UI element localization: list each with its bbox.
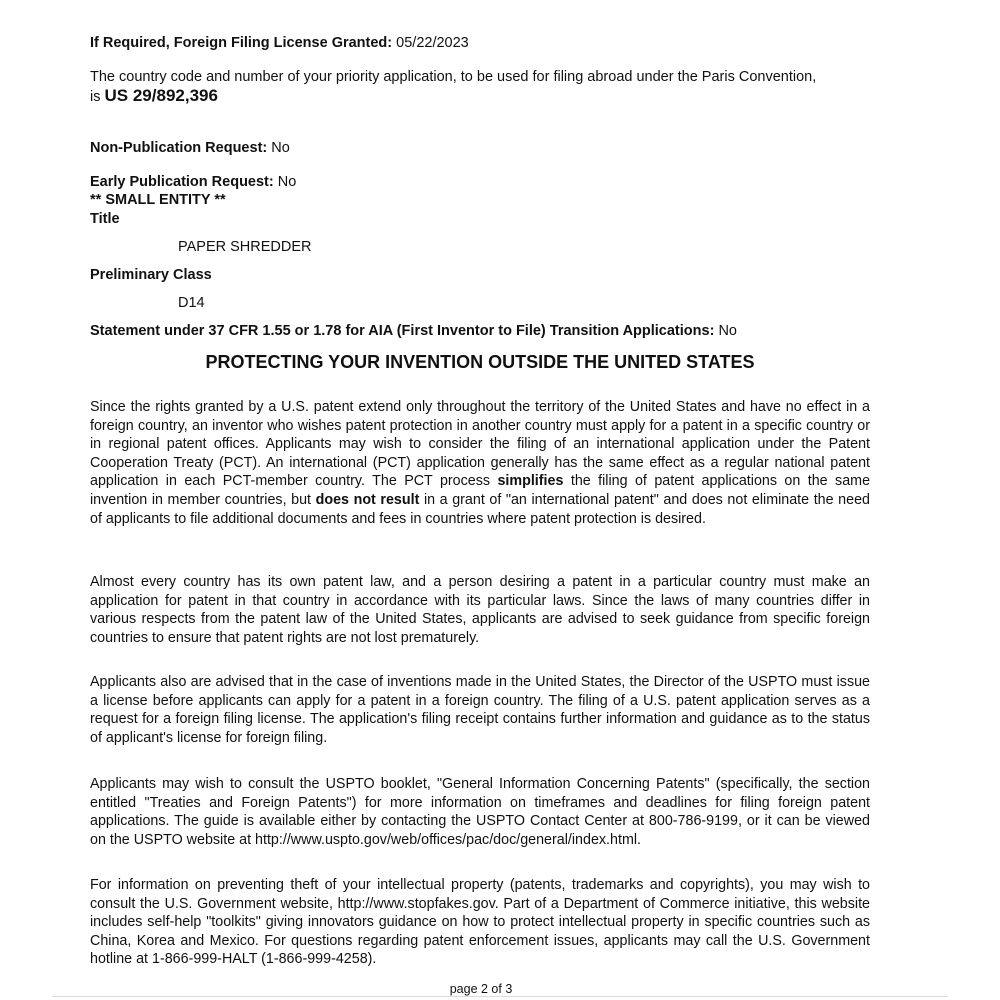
section-heading: PROTECTING YOUR INVENTION OUTSIDE THE UNITED STATES [205,352,755,372]
foreign-filing-license-label: If Required, Foreign Filing License Granted: [90,35,393,51]
paragraph-license: Applicants also are advised that in the case of inventions made in the United States, the Director of the USPTO must issue a license before applicants can apply for a patent in a foreign country. The filing of a U.S. patent application serves as a request for a foreign filing license. The application's filing receipt contains further information and guidance as to the status of applicant's license for foreign filing. [90,674,870,746]
priority-number: US 29/892,396 [104,86,218,105]
non-publication-label: Non-Publication Request: [90,140,268,156]
para1-text-e: in a grant of "an international patent" and does not eliminate the need of applicants to file additional documents and fees in countries where patent protection is desired. [90,491,870,527]
early-publication-label: Early Publication Request: [90,174,274,190]
paragraph-stopfakes: For information on preventing theft of your intellectual property (patents, trademarks and copyrights), you may wish to consult the U.S. Government website, http://www.stopfakes.gov. Part of a Department of Commerce initiative, this website includes self-help "toolkits" giving innovators guidance on how to protect intellectual property in specific countries such as China, Korea and Mexico. For questions regarding patent enforcement issues, applicants may call the U.S. Government hotline at 1-866-999-HALT (1-866-999-4258). [90,877,870,968]
aia-statement [90,322,737,340]
para1-bold-simplifies: simplifies [497,473,564,490]
footer-divider [52,996,948,997]
page-number: page 2 of 3 [449,982,513,996]
foreign-filing-license [90,34,469,52]
preliminary-class-label: Preliminary Class [90,267,212,283]
non-publication-value: No [271,140,290,156]
foreign-filing-license-date: 05/22/2023 [396,35,469,51]
para1-bold-does-not-result: does not result [315,491,420,508]
paragraph-country-law: Almost every country has its own patent law, and a person desiring a patent in a particular country must make an application for patent in that country in accordance with its particular laws. Since the laws of many countries differ in various respects from the patent law of the United States, applicants are advised to seek guidance from specific foreign countries to ensure that patent rights are not lost prematurely. [90,574,870,646]
paragraph-booklet: Applicants may wish to consult the USPTO booklet, "General Information Concerning Patents" (specifically, the section entitled "Treaties and Foreign Patents") for more information on timeframes and deadlines for filing foreign patent applications. The guide is available either by contacting the USPTO Contact Center at 800-786-9199, or it can be viewed on the USPTO website at http://www.uspto.gov/web/offices/pac/doc/general/index.html. [90,776,870,848]
non-publication-request [90,139,290,157]
para1-text-c: the filing of patent applications on the same invention in member countries, but [90,473,871,508]
title-label: Title [90,211,120,227]
priority-application-line: The country code and number of your priority application, to be used for filing abroad under the Paris Convention, [90,69,817,85]
title-value: PAPER SHREDDER [178,239,312,255]
aia-statement-value: No [718,323,737,339]
early-publication-request [90,173,296,191]
para1-text-a: Since the rights granted by a U.S. patent extend only throughout the territory of the United States and have no effect in a foreign country, an inventor who wishes patent protection in another country must apply for a patent in a specific country or in regional patent offices. Applicants may wish to consider the filing of an international application under the Patent Cooperation Treaty (PCT). An international (PCT) application generally has the same effect as a regular national patent application in each PCT-member country. The PCT process [90,399,870,490]
paragraph-pct [90,398,870,528]
small-entity: ** SMALL ENTITY ** [90,192,226,208]
priority-application-number-line [90,87,218,106]
preliminary-class-value: D14 [178,295,205,311]
early-publication-value: No [277,174,297,190]
aia-statement-label: Statement under 37 CFR 1.55 or 1.78 for AIA (First Inventor to File) Transition Applications: [90,323,715,339]
priority-prefix: is [90,89,101,105]
